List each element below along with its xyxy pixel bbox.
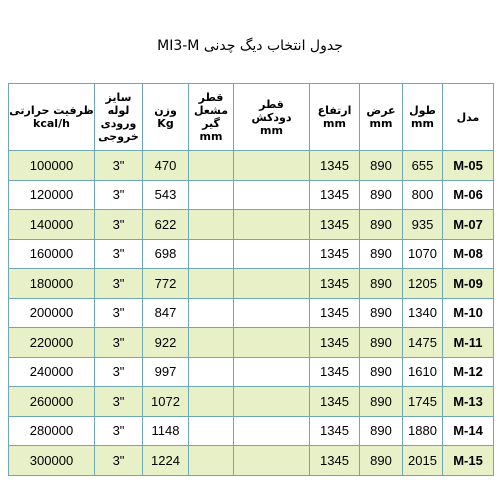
cell-length: 1610	[403, 357, 443, 387]
cell-chimney-diameter	[234, 210, 310, 240]
table-row	[9, 357, 494, 387]
table-row	[9, 387, 494, 417]
cell-pipe-size: 3"	[95, 151, 143, 181]
cell-width: 890	[360, 151, 403, 181]
cell-model: M-10	[443, 298, 494, 328]
cell-burner-diameter	[189, 239, 234, 269]
cell-chimney-diameter	[234, 387, 310, 417]
cell-width: 890	[360, 269, 403, 299]
cell-chimney-diameter	[234, 151, 310, 181]
cell-weight: 543	[143, 180, 189, 210]
cell-weight: 1148	[143, 416, 189, 446]
cell-length: 935	[403, 210, 443, 240]
cell-capacity: 180000	[9, 269, 95, 299]
cell-height: 1345	[310, 210, 360, 240]
cell-weight: 1224	[143, 446, 189, 476]
cell-width: 890	[360, 210, 403, 240]
cell-pipe-size: 3"	[95, 210, 143, 240]
cell-burner-diameter	[189, 180, 234, 210]
header-weight: وزن Kg	[143, 84, 189, 151]
cell-weight: 772	[143, 269, 189, 299]
cell-burner-diameter	[189, 151, 234, 181]
cell-burner-diameter	[189, 269, 234, 299]
table-row	[9, 269, 494, 299]
cell-width: 890	[360, 387, 403, 417]
cell-length: 1340	[403, 298, 443, 328]
cell-pipe-size: 3"	[95, 180, 143, 210]
boiler-selection-table	[8, 83, 494, 476]
header-model: مدل	[443, 84, 494, 151]
cell-pipe-size: 3"	[95, 298, 143, 328]
table-row	[9, 328, 494, 358]
cell-burner-diameter	[189, 357, 234, 387]
cell-weight: 922	[143, 328, 189, 358]
cell-model: M-15	[443, 446, 494, 476]
header-row	[9, 84, 494, 151]
cell-chimney-diameter	[234, 239, 310, 269]
cell-model: M-07	[443, 210, 494, 240]
cell-height: 1345	[310, 269, 360, 299]
cell-burner-diameter	[189, 328, 234, 358]
cell-length: 2015	[403, 446, 443, 476]
header-width: عرض mm	[360, 84, 403, 151]
cell-pipe-size: 3"	[95, 387, 143, 417]
cell-width: 890	[360, 357, 403, 387]
table-row	[9, 210, 494, 240]
cell-length: 1745	[403, 387, 443, 417]
table-row	[9, 298, 494, 328]
cell-height: 1345	[310, 416, 360, 446]
cell-height: 1345	[310, 298, 360, 328]
cell-length: 1205	[403, 269, 443, 299]
cell-burner-diameter	[189, 298, 234, 328]
cell-model: M-06	[443, 180, 494, 210]
cell-weight: 997	[143, 357, 189, 387]
cell-capacity: 200000	[9, 298, 95, 328]
cell-chimney-diameter	[234, 180, 310, 210]
table-row	[9, 151, 494, 181]
cell-height: 1345	[310, 357, 360, 387]
cell-model: M-13	[443, 387, 494, 417]
table-row	[9, 180, 494, 210]
cell-pipe-size: 3"	[95, 239, 143, 269]
cell-model: M-14	[443, 416, 494, 446]
cell-width: 890	[360, 239, 403, 269]
cell-pipe-size: 3"	[95, 357, 143, 387]
cell-model: M-11	[443, 328, 494, 358]
cell-weight: 470	[143, 151, 189, 181]
cell-height: 1345	[310, 180, 360, 210]
cell-capacity: 220000	[9, 328, 95, 358]
cell-pipe-size: 3"	[95, 416, 143, 446]
cell-pipe-size: 3"	[95, 269, 143, 299]
header-pipe-size: سایز لوله ورودی خروجی	[95, 84, 143, 151]
cell-width: 890	[360, 298, 403, 328]
cell-pipe-size: 3"	[95, 446, 143, 476]
cell-width: 890	[360, 180, 403, 210]
cell-burner-diameter	[189, 210, 234, 240]
cell-burner-diameter	[189, 446, 234, 476]
cell-model: M-08	[443, 239, 494, 269]
cell-height: 1345	[310, 239, 360, 269]
cell-pipe-size: 3"	[95, 328, 143, 358]
cell-weight: 847	[143, 298, 189, 328]
table-title: جدول انتخاب دیگ چدنی MI3-M	[157, 38, 343, 54]
cell-model: M-05	[443, 151, 494, 181]
cell-capacity: 160000	[9, 239, 95, 269]
cell-width: 890	[360, 328, 403, 358]
cell-burner-diameter	[189, 416, 234, 446]
cell-chimney-diameter	[234, 357, 310, 387]
table-row	[9, 446, 494, 476]
cell-weight: 1072	[143, 387, 189, 417]
cell-capacity: 100000	[9, 151, 95, 181]
cell-length: 655	[403, 151, 443, 181]
cell-capacity: 260000	[9, 387, 95, 417]
cell-length: 800	[403, 180, 443, 210]
cell-height: 1345	[310, 151, 360, 181]
table-row	[9, 239, 494, 269]
cell-burner-diameter	[189, 387, 234, 417]
header-length: طول mm	[403, 84, 443, 151]
cell-capacity: 120000	[9, 180, 95, 210]
header-chimney-diameter: قطر دودکش mm	[234, 84, 310, 151]
cell-width: 890	[360, 446, 403, 476]
cell-length: 1070	[403, 239, 443, 269]
cell-weight: 698	[143, 239, 189, 269]
header-heat-capacity: ظرفیت حرارتی kcal/h	[9, 84, 95, 151]
cell-chimney-diameter	[234, 298, 310, 328]
cell-capacity: 240000	[9, 357, 95, 387]
header-burner-diameter: قطر مشعل گیر mm	[189, 84, 234, 151]
cell-chimney-diameter	[234, 416, 310, 446]
cell-height: 1345	[310, 446, 360, 476]
cell-chimney-diameter	[234, 446, 310, 476]
cell-model: M-12	[443, 357, 494, 387]
table-row	[9, 416, 494, 446]
cell-length: 1880	[403, 416, 443, 446]
cell-weight: 622	[143, 210, 189, 240]
cell-height: 1345	[310, 328, 360, 358]
cell-model: M-09	[443, 269, 494, 299]
cell-length: 1475	[403, 328, 443, 358]
header-height: ارتفاع mm	[310, 84, 360, 151]
cell-chimney-diameter	[234, 269, 310, 299]
cell-width: 890	[360, 416, 403, 446]
cell-height: 1345	[310, 387, 360, 417]
cell-capacity: 280000	[9, 416, 95, 446]
cell-capacity: 300000	[9, 446, 95, 476]
cell-chimney-diameter	[234, 328, 310, 358]
cell-capacity: 140000	[9, 210, 95, 240]
